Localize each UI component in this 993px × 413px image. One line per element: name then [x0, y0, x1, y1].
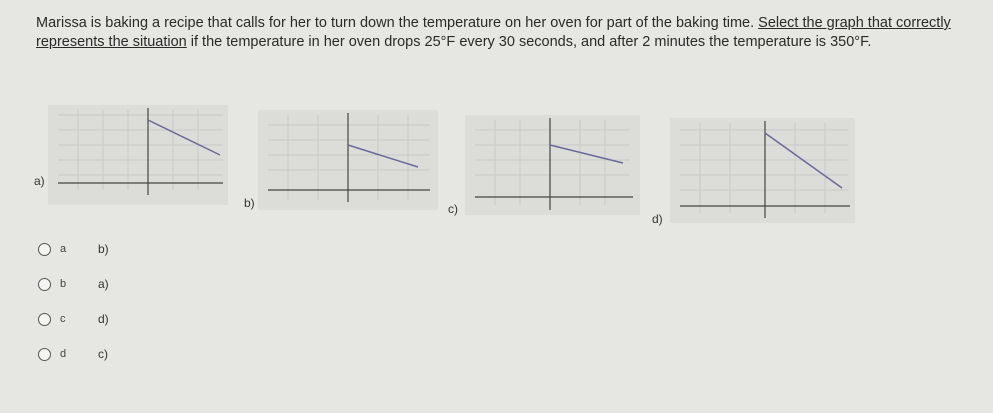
option-d[interactable] [38, 345, 108, 363]
graph-d [670, 118, 855, 223]
select-instruction: Select the graph that correctly represents the situation [36, 15, 951, 50]
option-d-answer: c) [98, 347, 108, 361]
option-b-letter: b [60, 278, 67, 290]
question-part1: Marissa is baking a recipe that calls for her to turn down the temperature on her oven for part of the baking time. [36, 15, 759, 31]
option-a-letter: a [60, 243, 67, 255]
graph-label-b: b) [244, 196, 255, 210]
radio-a[interactable] [38, 243, 51, 256]
radio-d[interactable] [38, 348, 51, 361]
graph-label-c: c) [448, 202, 458, 216]
option-d-letter: d [60, 348, 67, 360]
option-c-letter: c [60, 313, 66, 325]
graph-label-d: d) [652, 212, 663, 226]
option-c[interactable] [38, 310, 109, 328]
option-b-answer: a) [98, 277, 109, 291]
radio-c[interactable] [38, 313, 51, 326]
graph-label-a: a) [34, 174, 45, 188]
option-a[interactable] [38, 240, 109, 258]
option-c-answer: d) [98, 312, 109, 326]
graph-a [48, 105, 228, 205]
graph-b [258, 110, 438, 210]
radio-b[interactable] [38, 278, 51, 291]
question-part2: if the temperature in her oven drops 25°F every 30 seconds, and after 2 minutes the temperature is 350°F. [186, 34, 872, 50]
option-a-answer: b) [98, 242, 109, 256]
option-b[interactable] [38, 275, 109, 293]
graph-c [465, 115, 640, 215]
